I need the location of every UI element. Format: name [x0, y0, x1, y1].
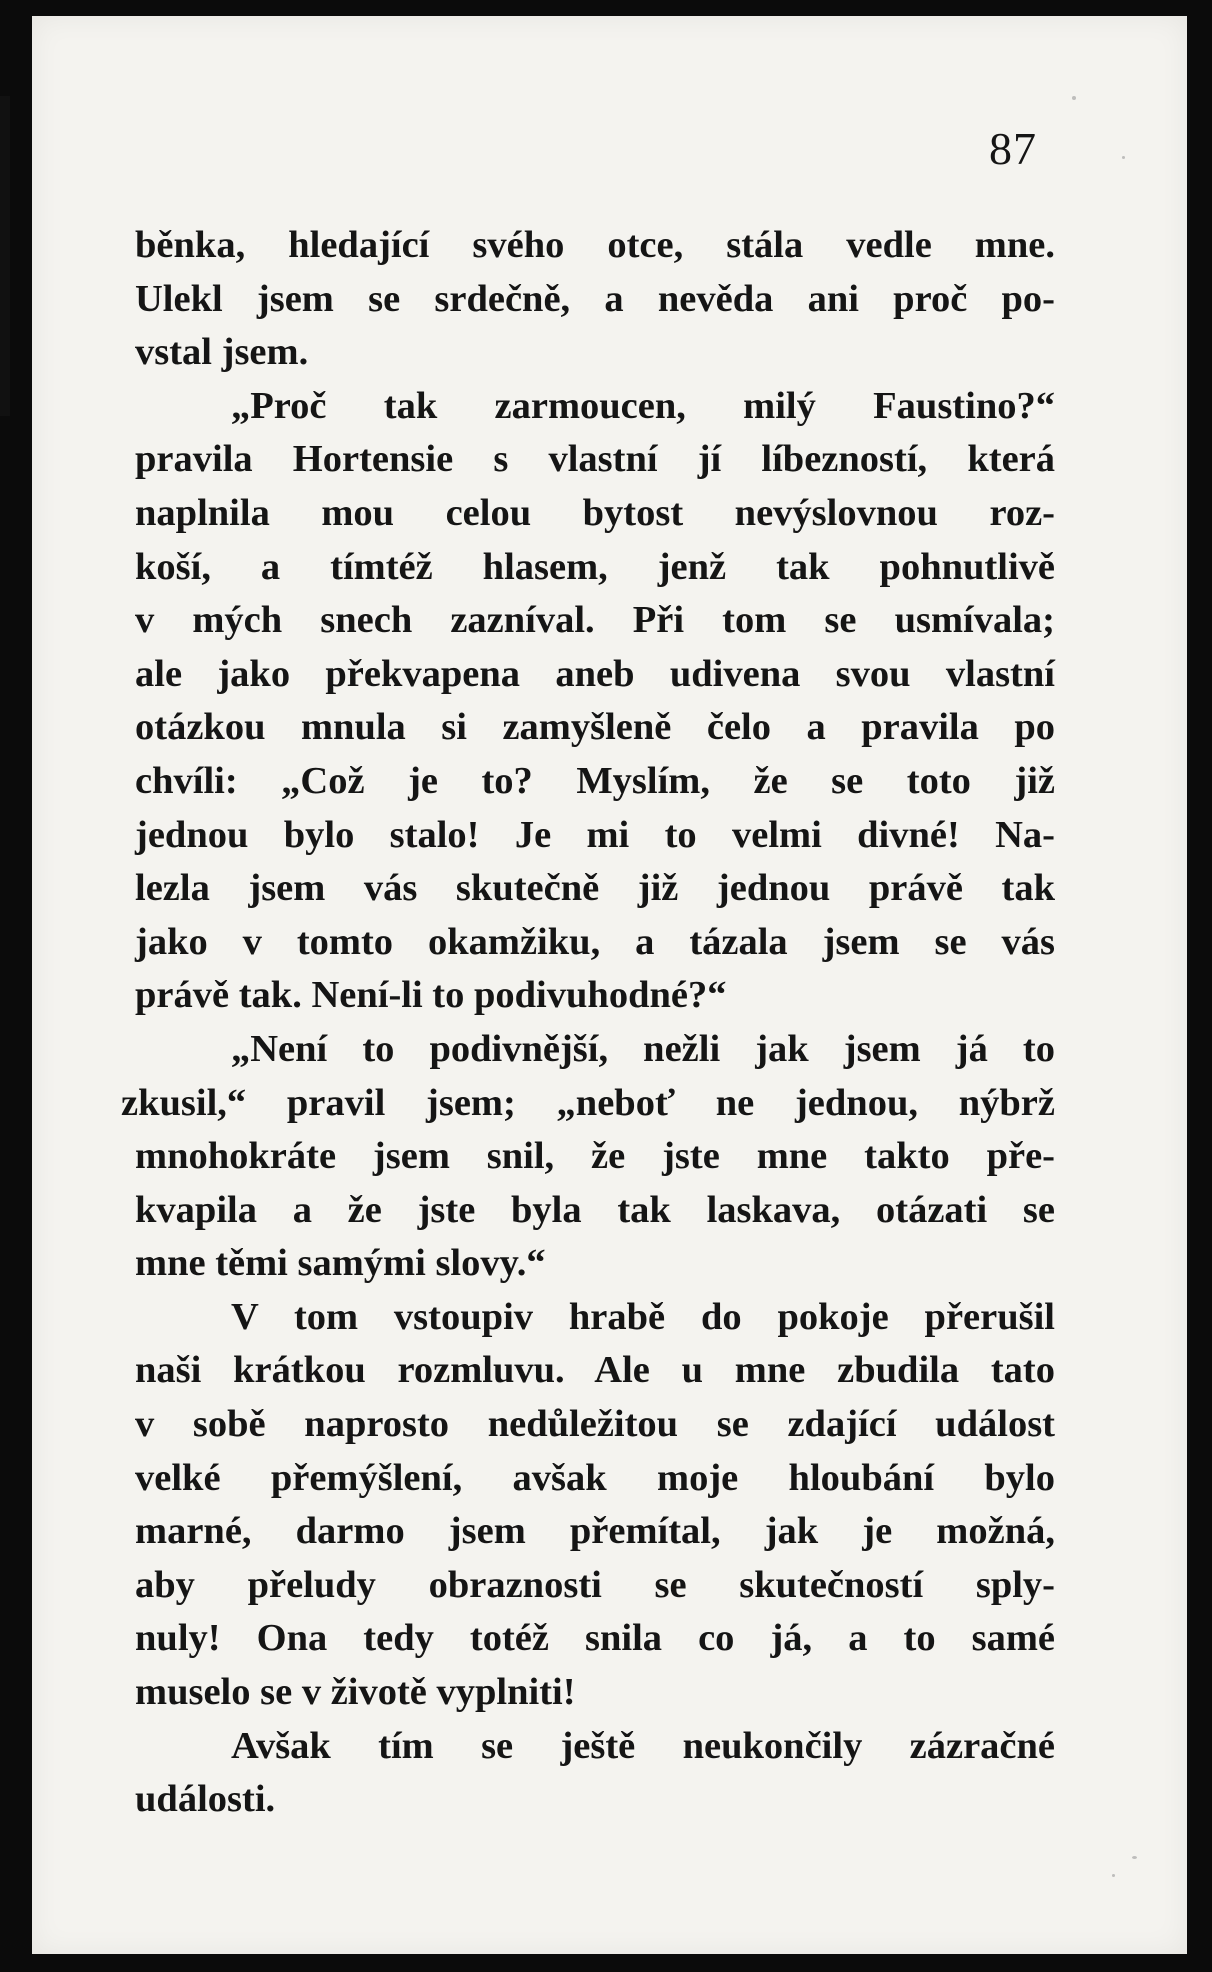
text-line: jako v tomto okamžiku, a tázala jsem se vás [135, 920, 1055, 963]
text-line: vstal jsem. [135, 331, 309, 374]
text-line: mnohokráte jsem snil, že jste mne takto pře- [135, 1135, 1055, 1178]
text-line: právě tak. Není-li to podivuhodné?“ [135, 974, 727, 1017]
text-line: nuly! Ona tedy totéž snila co já, a to samé [135, 1617, 1055, 1660]
text-line: běnka, hledající svého otce, stála vedle mne. [135, 224, 1055, 266]
text-line: jednou bylo stalo! Je mi to velmi divné! Na- [135, 813, 1055, 856]
text-line: pravila Hortensie s vlastní jí líbezností, která [135, 438, 1055, 481]
text-line: V tom vstoupiv hrabě do pokoje přerušil [231, 1295, 1055, 1338]
text-line: marné, darmo jsem přemítal, jak je možná, [135, 1510, 1055, 1553]
text-line: Avšak tím se ještě neukončily zázračné [231, 1724, 1055, 1767]
text-line: zkusil,“ pravil jsem; „neboť ne jednou, nýbrž [121, 1081, 1055, 1124]
body-text [121, 219, 1055, 1827]
text-line: naplnila mou celou bytost nevýslovnou roz- [135, 491, 1055, 534]
text-line: „Není to podivnější, nežli jak jsem já to [231, 1027, 1055, 1070]
text-line: aby přeludy obraznosti se skutečností sply- [135, 1563, 1055, 1606]
left-edge-shadow [0, 96, 10, 416]
text-line: v mých snech zazníval. Při tom se usmívala; [135, 599, 1055, 642]
text-line: otázkou mnula si zamyšleně čelo a pravila po [135, 706, 1055, 749]
text-line: naši krátkou rozmluvu. Ale u mne zbudila tato [135, 1349, 1055, 1392]
text-line: chvíli: „Což je to? Myslím, že se toto již [135, 759, 1055, 802]
paper-speck [1122, 156, 1125, 159]
text-line: muselo se v životě vyplniti! [135, 1671, 576, 1714]
text-line: události. [135, 1778, 276, 1821]
text-line: mne těmi samými slovy.“ [135, 1242, 546, 1285]
page-number: 87 [989, 123, 1037, 174]
paper-speck [1112, 1874, 1115, 1877]
text-line: koší, a tímtéž hlasem, jenž tak pohnutlivě [135, 545, 1055, 588]
text-line: ale jako překvapena aneb udivena svou vlastní [135, 652, 1055, 695]
text-line: v sobě naprosto nedůležitou se zdající událost [135, 1403, 1055, 1446]
paper-speck [1132, 1856, 1137, 1859]
paper-speck [1072, 96, 1076, 100]
text-line: „Proč tak zarmoucen, milý Faustino?“ [231, 384, 1055, 427]
text-line: Ulekl jsem se srdečně, a nevěda ani proč po- [135, 277, 1055, 320]
text-line: kvapila a že jste byla tak laskava, otázati se [135, 1188, 1055, 1231]
text-line: velké přemýšlení, avšak moje hloubání bylo [135, 1456, 1055, 1499]
book-page [32, 16, 1187, 1954]
text-line: lezla jsem vás skutečně již jednou právě tak [135, 867, 1055, 910]
